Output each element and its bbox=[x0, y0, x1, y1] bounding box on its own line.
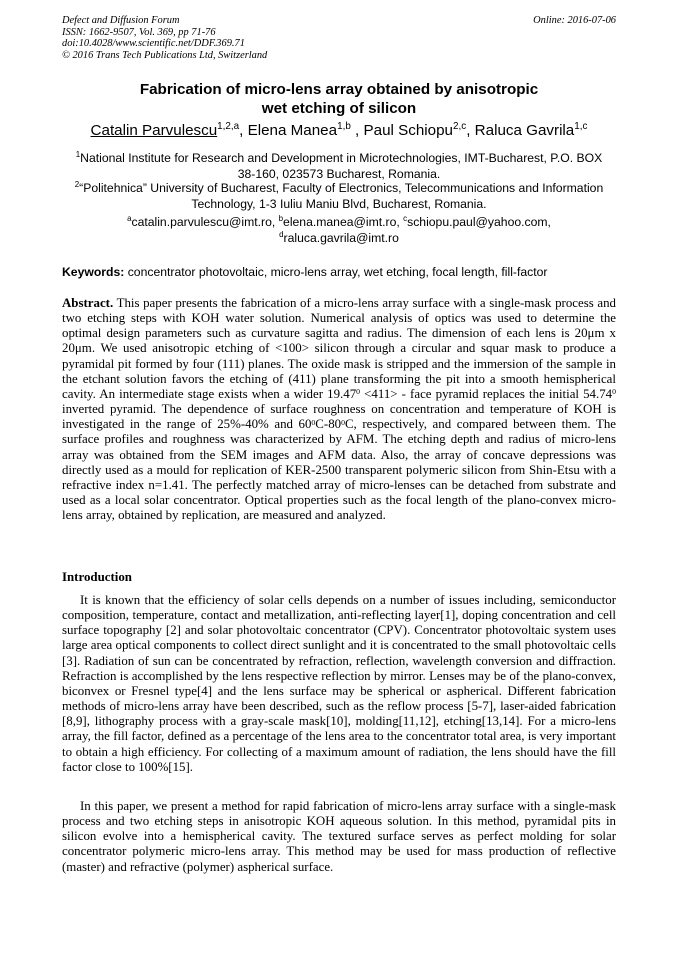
degree-superscript: 0 bbox=[341, 417, 345, 427]
title-line-1: Fabrication of micro-lens array obtained by anisotropic bbox=[139, 81, 539, 98]
author-list bbox=[62, 122, 616, 140]
keywords bbox=[62, 265, 622, 279]
author-separator: , bbox=[466, 122, 475, 139]
abstract-text-5: C, respectively, and compared between them. The surface profiles and roughness was characterized by AFM. The etching depth and radius of micro-lens array was obtained from the SEM images and AFM data. Also, the array of concave depressions was directly used as a mould for replication of KER-2500 transparent polymeric silicon from Shin-Etsu with a refractive index n=1.41. The perfectly matched array of micro-lenses can be detached from substrate and used as a local solar concentrator. Optical properties such as the focal length of the plano-convex micro-lens array, obtained by replication, are measured and analyzed. bbox=[62, 417, 616, 523]
affiliation-1-number: 1 bbox=[75, 149, 81, 159]
abstract-text-2: <411> - face pyramid replaces the initial 54.74 bbox=[360, 386, 613, 401]
abstract-text-1: This paper presents the fabrication of a micro-lens array surface with a single-mask process and two etching steps with KOH water solution. Numerical analysis of optics was used to determine the optimal design parameters such as curvature sagitta and radius. The dimension of each lens is 20μm x 20μm. We used anisotropic etching of <100> silicon through a circular and squar mask to produce a pyramidal pit formed by four (111) planes. The oxide mask is stripped and the immersion of the sample in the etchant solution favors the etching of (411) plane transforming the pit into a smooth hemispherical cavity. An intermediate stage exists when a wider 19.47 bbox=[62, 296, 616, 401]
email-b: elena.manea@imt.ro, bbox=[283, 215, 404, 229]
author-4-affil: 1,c bbox=[574, 120, 588, 132]
introduction-heading: Introduction bbox=[62, 570, 132, 584]
author-4: Raluca Gavrila bbox=[474, 122, 575, 139]
abstract bbox=[62, 296, 616, 523]
title-line-2: wet etching of silicon bbox=[261, 100, 417, 117]
copyright-line: © 2016 Trans Tech Publications Ltd, Switzerland bbox=[62, 49, 268, 61]
email-d: raluca.gavrila@imt.ro bbox=[283, 230, 399, 245]
running-header bbox=[62, 15, 616, 61]
email-c-marker: c bbox=[403, 213, 408, 223]
affiliation-2-line-1: “Politehnica” University of Bucharest, Faculty of Electronics, Telecommunications and Information bbox=[79, 181, 604, 195]
online-date: Online: 2016-07-06 bbox=[533, 15, 616, 26]
affiliation-2 bbox=[62, 181, 616, 212]
abstract-label: Abstract. bbox=[62, 296, 114, 310]
author-1-affil: 1,2,a bbox=[217, 120, 240, 132]
email-d-marker: d bbox=[279, 229, 284, 239]
affiliation-2-number: 2 bbox=[74, 179, 80, 189]
author-1: Catalin Parvulescu bbox=[90, 122, 218, 139]
author-3-affil: 2,c bbox=[453, 120, 467, 132]
email-c: schiopu.paul@yahoo.com, bbox=[407, 215, 551, 229]
paper-title bbox=[62, 80, 616, 118]
introduction-paragraph-2: In this paper, we present a method for rapid fabrication of micro-lens array surface with a single-mask process and two etching steps in anisotropic KOH aqueous solution. In this method, pyramidal pits in silicon evolve into a hemispherical cavity. The textured surface serves as perfect molding for solar concentrator polymeric micro-lens array. This method may be used for mass production of reflective (master) and refractive (polymer) aspherical surface. bbox=[62, 799, 616, 874]
journal-name: Defect and Diffusion Forum bbox=[62, 15, 180, 26]
email-a: catalin.parvulescu@imt.ro, bbox=[131, 215, 279, 229]
introduction-paragraph-1: It is known that the efficiency of solar cells depends on a number of issues including, semiconductor composition, temperature, contact and metallization, anti-reflecting layer[1], doping concentration and cell surface topography [2] and solar photovoltaic concentrator (CPV). Concentrator photovoltaic system uses large area optical components to collect direct sunlight and it is concentrated to the small photovoltaic cells [3]. Radiation of sun can be concentrated by refraction, reflection, wavelength conversion and diffraction. Refraction is accomplished by the lens respective reflection by mirror. Lenses may be of the plano-convex, biconvex or Fresnel type[4] and the lens surface may be spherical or aspherical. Different fabrication methods of micro-lens array have been described, such as the reflow process [5-7], laser-aided fabrication [8,9], lithography process with a gray-scale mask[10], molding[11,12], etching[13,14]. For a micro-lens array, the fill factor, defined as a percentage of the lens area to the concentrator total area, is very important to obtain a high efficiency. For collecting of a maximum amount of radiation, the lens should have the fill factor close to 100%[15]. bbox=[62, 593, 616, 774]
author-2-affil: 1,b bbox=[337, 120, 351, 132]
affiliation-1-line-1: National Institute for Research and Development in Microtechnologies, IMT-Bucharest, P.O. BOX bbox=[80, 151, 603, 165]
keywords-text: concentrator photovoltaic, micro-lens array, wet etching, focal length, fill-factor bbox=[124, 265, 548, 279]
degree-superscript: 0 bbox=[311, 417, 316, 427]
keywords-label: Keywords: bbox=[62, 265, 125, 279]
email-a-marker: a bbox=[127, 213, 132, 223]
doi-line: doi:10.4028/www.scientific.net/DDF.369.71 bbox=[62, 38, 245, 50]
author-separator: , bbox=[239, 122, 248, 139]
issn-line: ISSN: 1662-9507, Vol. 369, pp 71-76 bbox=[62, 26, 216, 38]
affiliation-1 bbox=[62, 151, 616, 182]
affiliation-2-line-2: Technology, 1-3 Iuliu Maniu Blvd, Bucharest, Romania. bbox=[191, 196, 487, 211]
author-separator: , bbox=[350, 122, 364, 139]
abstract-text-4: C-80 bbox=[315, 417, 342, 432]
abstract-text-3: inverted pyramid. The dependence of surface roughness on concentration and temperature of KOH is investigated in the range of 25%-40% and 60 bbox=[62, 402, 616, 432]
affiliation-1-line-2: 38-160, 023573 Bucharest, Romania. bbox=[237, 166, 441, 181]
degree-superscript: 0 bbox=[356, 387, 361, 397]
author-2: Elena Manea bbox=[247, 122, 338, 139]
author-emails bbox=[62, 215, 616, 246]
degree-superscript: 0 bbox=[612, 387, 616, 397]
email-b-marker: b bbox=[278, 213, 284, 223]
author-3: Paul Schiopu bbox=[363, 122, 454, 139]
